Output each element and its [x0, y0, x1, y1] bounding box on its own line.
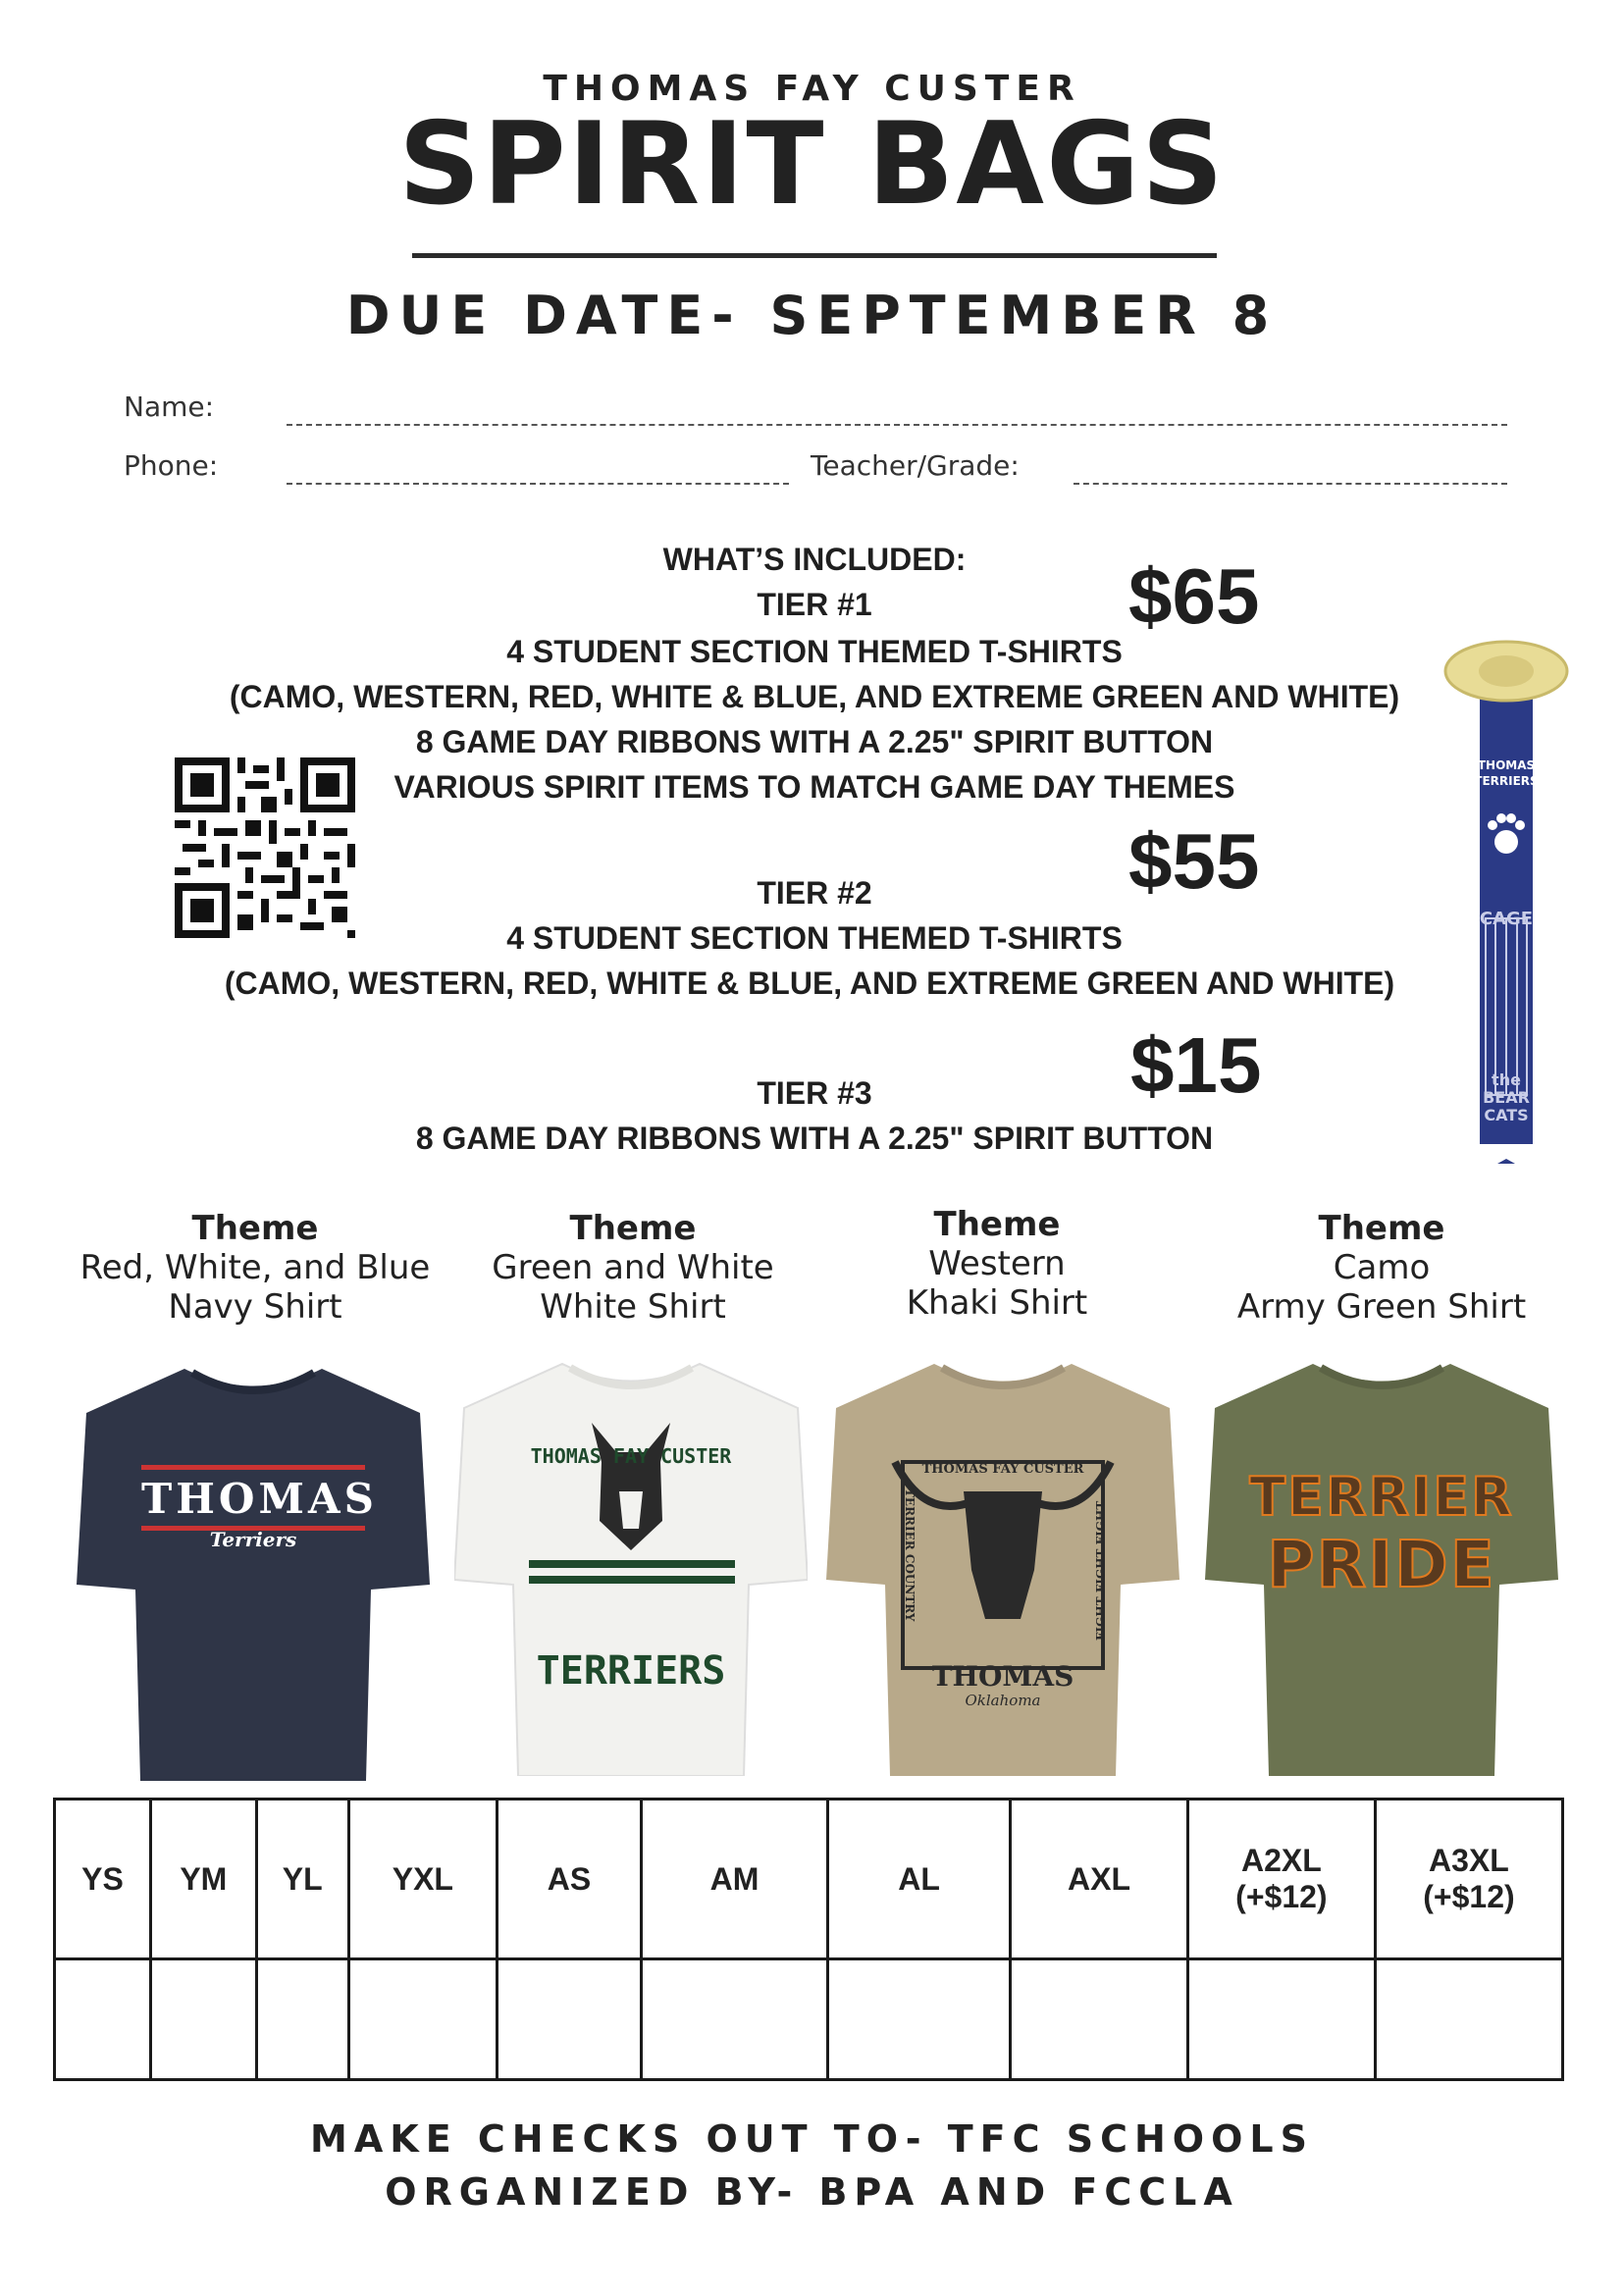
tier-3-price: $15 [1130, 1021, 1262, 1109]
tier-2-item: (CAMO, WESTERN, RED, WHITE & BLUE, AND EXTREME GREEN AND WHITE) [224, 965, 1395, 1001]
shirt-print: TERRIERS [536, 1648, 726, 1694]
quantity-cell[interactable] [55, 1959, 151, 2080]
shirt-army-green [1205, 1354, 1558, 1776]
quantity-cell[interactable] [348, 1959, 497, 2080]
school-name: THOMAS FAY CUSTER [543, 69, 1081, 109]
shirt-print: THOMAS [931, 1660, 1074, 1693]
theme-heading: Theme [933, 1205, 1061, 1244]
footer-checks: MAKE CHECKS OUT TO- TFC SCHOOLS [310, 2117, 1314, 2161]
theme-shirt: Khaki Shirt [906, 1283, 1088, 1323]
theme-heading: Theme [1318, 1209, 1445, 1248]
ribbon-text: TERRIERS [1474, 774, 1539, 788]
shirt-print: THOMAS [141, 1475, 378, 1523]
theme-name: Red, White, and Blue [79, 1248, 431, 1287]
size-header: AL [828, 1800, 1011, 1959]
size-header: YL [256, 1800, 348, 1959]
shirt-white [454, 1354, 808, 1776]
size-label: A2XL [1240, 1843, 1322, 1878]
qr-code[interactable] [175, 757, 355, 938]
name-field[interactable] [287, 424, 1507, 426]
size-header [1375, 1800, 1562, 1959]
theme-column [1185, 1209, 1578, 1327]
phone-label: Phone: [124, 449, 219, 482]
size-header-row [55, 1800, 1563, 1959]
shirt-print: FIGHT FIGHT FIGHT [1094, 1500, 1108, 1641]
shirt-print: THOMAS FAY CUSTER [921, 1462, 1084, 1477]
theme-shirt: Army Green Shirt [1236, 1287, 1527, 1327]
game-day-ribbon [1439, 624, 1572, 1174]
size-quantity-row [55, 1959, 1563, 2080]
included-heading: WHAT’S INCLUDED: [662, 542, 967, 577]
shirt-print: Oklahoma [965, 1692, 1041, 1709]
tier-1-name: TIER #1 [757, 587, 872, 622]
ribbon-text: CATS [1484, 1106, 1529, 1124]
shirt-image [77, 1359, 430, 1781]
theme-shirt: White Shirt [540, 1287, 726, 1327]
teacher-grade-label: Teacher/Grade: [811, 449, 1020, 482]
quantity-cell[interactable] [1187, 1959, 1375, 2080]
quantity-cell[interactable] [497, 1959, 641, 2080]
quantity-cell[interactable] [1375, 1959, 1562, 2080]
tier-1-item: VARIOUS SPIRIT ITEMS TO MATCH GAME DAY THEMES [393, 769, 1235, 805]
size-header: YM [150, 1800, 256, 1959]
theme-shirt: Navy Shirt [168, 1287, 342, 1327]
theme-heading: Theme [569, 1209, 697, 1248]
theme-column [59, 1209, 451, 1327]
size-header: YS [55, 1800, 151, 1959]
quantity-cell[interactable] [1011, 1959, 1188, 2080]
tier-1-price: $65 [1128, 552, 1260, 640]
ribbon-text: BEAR [1483, 1088, 1530, 1107]
size-label: A3XL [1429, 1843, 1509, 1878]
size-header: YXL [348, 1800, 497, 1959]
theme-heading: Theme [191, 1209, 319, 1248]
tier-2-price: $55 [1128, 817, 1260, 905]
tier-2-item: 4 STUDENT SECTION THEMED T-SHIRTS [506, 920, 1123, 956]
ribbon-text: CAGE [1479, 909, 1534, 929]
shirt-image [826, 1354, 1179, 1776]
phone-field[interactable] [287, 483, 789, 485]
page-title: SPIRIT BAGS [398, 98, 1226, 231]
tier-1-item: 4 STUDENT SECTION THEMED T-SHIRTS [506, 634, 1123, 669]
shirt-print: TERRIER COUNTRY [903, 1488, 917, 1622]
tier-3-name: TIER #3 [757, 1075, 872, 1111]
size-surcharge: (+$12) [1423, 1879, 1515, 1914]
theme-name: Western [928, 1244, 1066, 1283]
shirt-print: PRIDE [1267, 1527, 1496, 1602]
tier-1-item: 8 GAME DAY RIBBONS WITH A 2.25" SPIRIT BUTTON [415, 724, 1214, 759]
size-header [1187, 1800, 1375, 1959]
size-order-table [53, 1798, 1564, 2081]
size-header: AM [641, 1800, 827, 1959]
quantity-cell[interactable] [641, 1959, 827, 2080]
theme-column [801, 1205, 1193, 1323]
shirt-print: TERRIER [1249, 1466, 1514, 1528]
quantity-cell[interactable] [256, 1959, 348, 2080]
shirt-khaki [826, 1354, 1179, 1776]
size-header: AXL [1011, 1800, 1188, 1959]
theme-name: Green and White [492, 1248, 774, 1287]
tier-2-name: TIER #2 [757, 875, 872, 911]
size-header: AS [497, 1800, 641, 1959]
shirt-image [454, 1354, 808, 1776]
shirt-navy [77, 1359, 430, 1781]
footer-organized: ORGANIZED BY- BPA AND FCCLA [385, 2170, 1239, 2214]
size-surcharge: (+$12) [1235, 1879, 1328, 1914]
theme-name: Camo [1333, 1248, 1431, 1287]
quantity-cell[interactable] [150, 1959, 256, 2080]
teacher-grade-field[interactable] [1074, 483, 1507, 485]
theme-column [437, 1209, 829, 1327]
tier-1-item: (CAMO, WESTERN, RED, WHITE & BLUE, AND EXTREME GREEN AND WHITE) [229, 679, 1400, 714]
quantity-cell[interactable] [828, 1959, 1011, 2080]
shirt-print: THOMAS FAY CUSTER [530, 1444, 732, 1468]
title-underline [412, 253, 1217, 258]
ribbon-text: the [1492, 1070, 1521, 1089]
name-label: Name: [124, 391, 215, 423]
due-date: DUE DATE- SEPTEMBER 8 [345, 285, 1279, 346]
shirt-print: Terriers [209, 1528, 297, 1551]
ribbon-text: THOMAS [1477, 758, 1536, 772]
tier-3-item: 8 GAME DAY RIBBONS WITH A 2.25" SPIRIT BUTTON [415, 1121, 1214, 1156]
